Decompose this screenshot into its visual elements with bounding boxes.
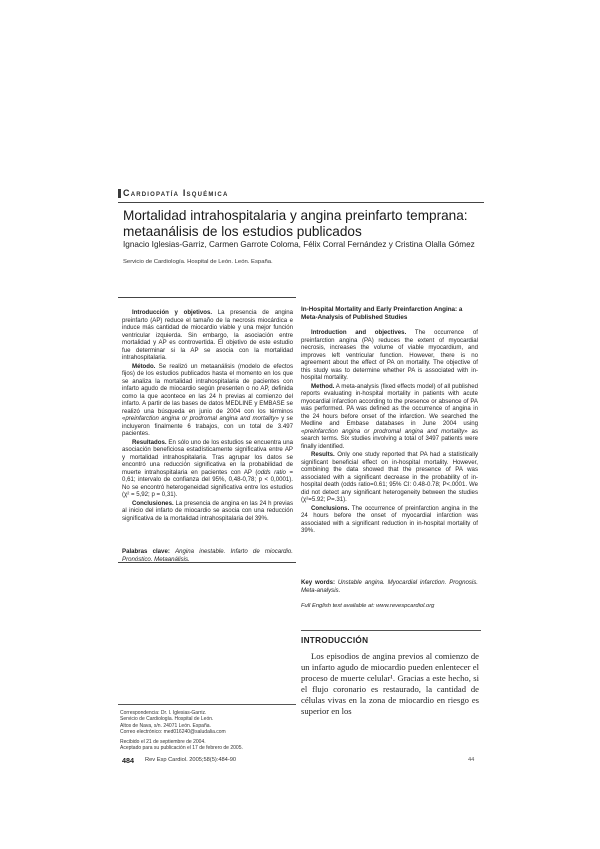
abstract-en-conclusions: Conclusions. The occurrence of preinfarction angina in the 24 hours before the onset of myocardial infarction was associated with a significant reduction in in-hospital mortality of 39%.	[301, 504, 478, 534]
page-number: 484	[122, 756, 134, 765]
abstract-es-method: Método. Se realizó un metaanálisis (modelo de efectos fijos) de los estudios publicados hasta el momento en los que se analiza la mortalidad intrahospitalaria de pacientes con infarto agudo de miocardio según presenten o no AP, definida como la que acontece en las 24 h previas al comienzo del infarto. A partir de las bases de datos MEDLINE y EMBASE se realizó una búsqueda en junio de 2004 con los términos «preinfarction angina or prodromal angina and mortality» y se incluyeron finalmente 6 trabajos, con un total de 3.497 pacientes.	[122, 362, 293, 437]
footer-right-number: 44	[468, 757, 475, 763]
journal-citation: Rev Esp Cardiol. 2005;58(5):484-90	[145, 757, 237, 763]
section-label: Cardiopatía Isquémica	[123, 188, 229, 198]
abstract-es-introduction: Introducción y objetivos. La presencia de angina preinfarto (AP) reduce el tamaño de la necrosis miocárdica e induce más cantidad de miocardio viable y una mejor función ventricular izquierda. Sin embargo, la asociación entre mortalidad y AP es controvertida. El objetivo de este estudio fue determinar si la AP se asocia con la mortalidad intrahospitalaria.	[122, 309, 293, 361]
full-text-link[interactable]: Full English text available at: www.revespcardiol.org	[301, 603, 435, 609]
spanish-keywords: Palabras clave: Angina inestable. Infarto de miocardio. Pronóstico. Metaanálisis.	[122, 548, 293, 563]
article-title-line-2: metaanálisis de los estudios publicados	[123, 224, 362, 239]
received-date: Recibido el 21 de septiembre de 2004.	[120, 739, 206, 746]
article-affiliation: Servicio de Cardiología. Hospital de León. León. España.	[123, 259, 273, 265]
english-abstract-title: In-Hospital Mortality and Early Preinfarction Angina: a Meta-Analysis of Published Studies	[301, 306, 463, 321]
abstract-en-results: Results. Only one study reported that PA had a statistically significant beneficial effect on in-hospital mortality. However, combining the data showed that the presence of PA was associated with a significant decrease in the probability of in-hospital death (odds ratio=0.61; 95% CI: 0.48-0.78; P<.0001. We did not detect any significant heterogeneity between the studies (χ²=5.92; P=.31).	[301, 451, 478, 503]
spanish-abstract	[122, 309, 293, 523]
section-marker	[118, 189, 121, 198]
abstract-es-conclusions: Conclusiones. La presencia de angina en las 24 h previas al inicio del infarto de miocardio se asocia con una reducción significativa de la mortalidad intrahospitalaria del 39%.	[122, 499, 293, 522]
introduction-text: Los episodios de angina previos al comienzo de un infarto agudo de miocardio pueden enlentecer el proceso de muerte celular¹. Gracias a este hecho, si el flujo coronario es restaurado, la cantidad de células vivas en la zona de miocardio en riesgo es superior en los	[301, 651, 479, 716]
english-keywords: Key words: Unstable angina. Myocardial infarction. Prognosis. Meta-analysis.	[301, 579, 478, 594]
introduction-heading: INTRODUCCIÓN	[301, 636, 369, 645]
correspondence-block: Correspondencia: Dr. I. Iglesias-Garriz. Servicio de Cardiología. Hospital de León. Altos de Nava, s/n. 24071 León. España. Correo electrónico: med016240@saludalia.com Recibido el 21 de septiembre de 2004. Aceptado para su publicación el 17 de febrero de 2005.	[120, 710, 295, 752]
introduction-divider	[301, 630, 481, 631]
section-divider	[118, 202, 484, 203]
article-title	[123, 208, 493, 240]
english-abstract	[301, 329, 478, 536]
article-authors: Ignacio Iglesias-Garriz, Carmen Garrote Coloma, Félix Corral Fernández y Cristina Olalla Gómez	[123, 240, 475, 249]
correspondence-email[interactable]: Correo electrónico: med016240@saludalia.com	[120, 728, 226, 735]
accepted-date: Aceptado para su publicación el 17 de febrero de 2005.	[120, 745, 243, 752]
abstract-es-results: Resultados. En sólo uno de los estudios se encuentra una asociación beneficiosa estadísticamente significativa entre AP y mortalidad intrahospitalaria. Tras agrupar los datos se encontró una reducción significativa en la probabilidad de muerte intrahospitalaria en pacientes con AP (odds ratio = 0,61; intervalo de confianza del 95%, 0,48-0,78; p < 0,0001). No se encontró heterogeneidad significativa entre los estudios (χ² = 5,92; p = 0,31).	[122, 438, 294, 498]
correspondence-divider	[118, 704, 296, 705]
abstract-en-introduction: Introduction and objectives. The occurrence of preinfarction angina (PA) reduces the extent of myocardial necrosis, increases the volume of viable myocardium, and improves left ventricular function. However, there is no agreement about the effect of PA on mortality. The objective of this study was to determine whether PA is associated with in-hospital mortality.	[301, 329, 478, 381]
article-title-line-1: Mortalidad intrahospitalaria y angina preinfarto temprana:	[123, 208, 468, 223]
abstract-en-method: Method. A meta-analysis (fixed effects model) of all published reports evaluating in-hospital mortality in patients with acute myocardial infarction according to the presence or absence of PA was performed. PA was defined as the occurrence of angina in the 24 hours before onset of the infarction. We searched the Medline and Embase databases in June 2004 using «preinfarction angina or prodromal angina and mortality» as search terms. Six studies involving a total of 3497 patients were finally identified.	[301, 382, 478, 450]
